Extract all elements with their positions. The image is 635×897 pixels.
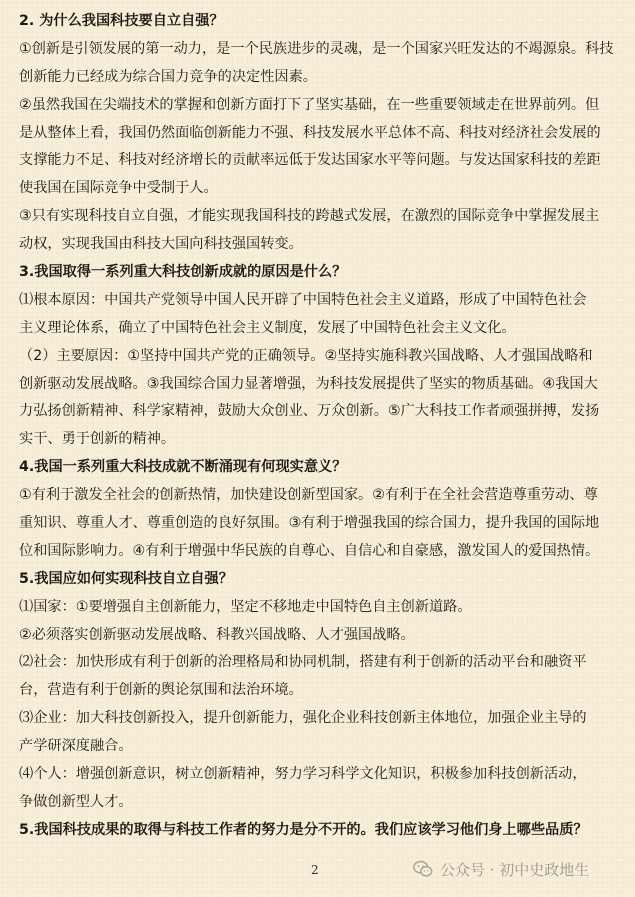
text-line: 支撑能力不足、科技对经济增长的贡献率远低于发达国家水平等问题。与发达国家科技的差距 [19, 152, 601, 169]
text-line: ⑴根本原因：中国共产党领导中国人民开辟了中国特色社会主义道路，形成了中国特色社会 [19, 291, 587, 308]
text-line: ②必须落实创新驱动发展战略、科教兴国战略、人才强国战略。 [19, 626, 415, 643]
text-line: 力弘扬创新精神、科学家精神，鼓励大众创业、万众创新。⑤广大科技工作者顽强拼搏，发扬 [19, 403, 600, 420]
question-heading: 5.我国科技成果的取得与科技工作者的努力是分不开的。我们应该学习他们身上哪些品质？ [19, 821, 588, 838]
question-heading: 3.我国取得一系列重大科技创新成就的原因是什么？ [19, 264, 347, 281]
text-line: 台，营造有利于创新的舆论氛围和法治环境。 [19, 682, 303, 699]
question-heading: 5.我国应如何实现科技自立自强？ [19, 570, 233, 587]
text-line: 创新驱动发展战略。③我国综合国力显著增强，为科技发展提供了坚实的物质基础。④我国大 [19, 375, 598, 392]
text-line: 实干、勇于创新的精神。 [19, 431, 176, 448]
text-line: ⑴国家：①要增强自主创新能力，坚定不移地走中国特色自主创新道路。 [19, 598, 472, 615]
text-line: 争做创新型人才。 [19, 793, 133, 810]
text-line: ⑷个人：增强创新意识，树立创新精神，努力学习科学文化知识，积极参加科技创新活动， [19, 766, 587, 783]
text-line: （2）主要原因：①坚持中国共产党的正确领导。②坚持实施科教兴国战略、人才强国战略和 [19, 347, 593, 364]
question-heading: 4.我国一系列重大科技成就不断涌现有何现实意义？ [19, 459, 347, 476]
text-line: ⑶企业：加大科技创新投入，提升创新能力，强化企业科技创新主体地位，加强企业主导的 [19, 710, 587, 727]
document-body [19, 8, 619, 845]
text-line: 重知识、尊重人才、尊重创造的良好氛围。③有利于增强我国的综合国力，提升我国的国际地 [19, 515, 600, 532]
text-line: ⑵社会：加快形成有利于创新的治理格局和协同机制，搭建有利于创新的活动平台和融资平 [19, 654, 587, 671]
watermark-text: 公众号 · 初中史政地生 [440, 860, 590, 879]
text-line: 产学研深度融合。 [19, 738, 133, 755]
wechat-icon [412, 858, 434, 880]
text-line: 位和国际影响力。④有利于增强中华民族的自尊心、自信心和自豪感，激发国人的爱国热情。 [19, 542, 600, 559]
text-line: 是从整体上看，我国仍然面临创新能力不强、科技发展水平总体不高、科技对经济社会发展的 [19, 124, 601, 141]
text-line: 主义理论体系，确立了中国特色社会主义制度，发展了中国特色社会主义文化。 [19, 319, 516, 336]
text-line: ①创新是引领发展的第一动力，是一个民族进步的灵魂，是一个国家兴旺发达的不竭源泉。科技 [19, 40, 614, 57]
text-line: 动权，实现我国由科技大国向科技强国转变。 [19, 236, 303, 253]
text-line: 创新能力已经成为综合国力竞争的决定性因素。 [19, 68, 317, 85]
text-line: ②虽然我国在尖端技术的掌握和创新方面打下了坚实基础，在一些重要领域走在世界前列。但 [19, 96, 600, 113]
page-number: 2 [311, 863, 319, 877]
watermark [412, 858, 589, 880]
text-line: ③只有实现科技自立自强，才能实现我国科技的跨越式发展，在激烈的国际竞争中掌握发展主 [19, 208, 600, 225]
question-heading: 2. 为什么我国科技要自立自强？ [19, 13, 224, 29]
text-line: ①有利于激发全社会的创新热情，加快建设创新型国家。②有利于在全社会营造尊重劳动、尊 [19, 487, 598, 504]
text-line: 使我国在国际竞争中受制于人。 [19, 180, 218, 197]
